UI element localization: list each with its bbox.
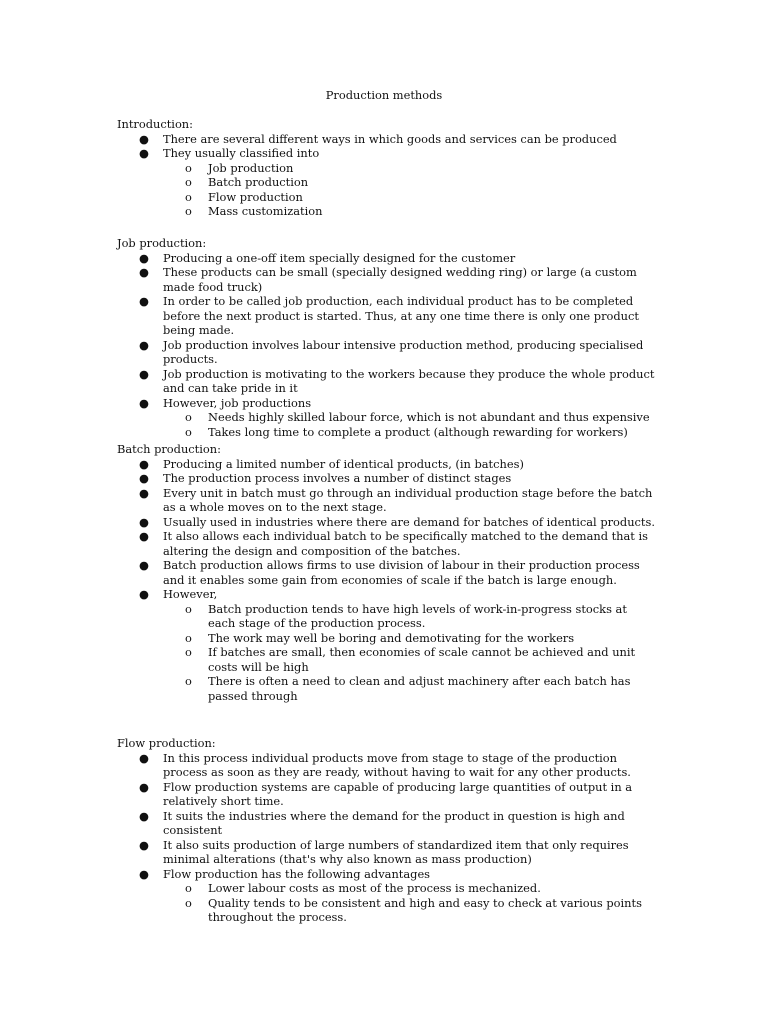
list-item [117,558,657,587]
list-item-text: However, [163,587,218,601]
bullet-list [117,457,657,704]
sub-list-item-text: Job production [208,160,294,175]
sub-list-item [163,410,657,425]
sub-list-item [163,674,657,703]
bullet-icon: ● [139,750,149,765]
sub-bullet-list [163,881,657,925]
sub-bullet-list [163,602,657,704]
bullet-icon: ● [139,837,149,852]
list-item [117,471,657,486]
circle-bullet-icon: o [185,189,192,204]
sub-list-item [163,645,657,674]
list-item-text: It also suits production of large numbers of standardized item that only requires minimal alterations (that's why also known as mass production) [163,837,629,866]
bullet-icon: ● [139,558,149,572]
list-item [117,396,657,440]
bullet-icon: ● [139,514,149,529]
sub-list-item-text: The work may well be boring and demotivating for the workers [208,630,575,645]
bullet-icon: ● [139,146,149,160]
list-item-text: It also allows each individual batch to be specifically matched to the demand that is altering the design and composition of the batches. [163,529,648,558]
section-flow-production [117,736,657,925]
bullet-icon: ● [139,485,149,500]
list-item-text: The production process involves a number of distinct stages [163,471,512,485]
list-item [117,529,657,558]
list-item [117,294,657,338]
circle-bullet-icon: o [185,160,192,175]
list-item-text: In order to be called job production, each individual product has to be completed before the next product is started. Thus, at any one time there is only one product being made. [163,294,639,337]
sub-list-item-text: If batches are small, then economies of scale cannot be achieved and unit costs will be high [208,645,636,674]
sub-list-item-text: Quality tends to be consistent and high and easy to check at various points throughout the process. [208,895,642,924]
list-item-text: Producing a limited number of identical products, (in batches) [163,456,524,471]
circle-bullet-icon: o [185,895,192,910]
bullet-list [117,132,657,219]
bullet-list [117,751,657,925]
sub-list-item-text: Lower labour costs as most of the process is mechanized. [208,881,541,895]
bullet-icon: ● [139,294,149,308]
bullet-icon: ● [139,131,149,146]
list-item [117,338,657,367]
list-item-text: Every unit in batch must go through an individual production stage before the batch as a whole moves on to the next stage. [163,485,653,514]
list-item [117,146,657,219]
section-job-production [117,236,657,439]
circle-bullet-icon: o [185,175,192,189]
list-item-text: Flow production has the following advantages [163,866,431,881]
sub-list-item [163,425,657,440]
list-item [117,486,657,515]
sub-list-item [163,190,657,205]
list-item-text: Job production is motivating to the workers because they produce the whole product and can take pride in it [163,366,655,395]
list-item [117,515,657,530]
document-title: Production methods [325,88,443,102]
bullet-icon: ● [139,250,149,265]
list-item-text: It suits the industries where the demand for the product in question is high and consistent [163,808,625,837]
list-item [117,867,657,925]
circle-bullet-icon: o [185,630,192,645]
section-heading: Flow production: [117,736,216,750]
circle-bullet-icon: o [185,645,192,659]
sub-list-item [163,204,657,219]
list-item-text: Job production involves labour intensive production method, producing specialised products. [163,337,644,366]
sub-list-item-text: Mass customization [208,204,323,218]
list-item [117,367,657,396]
sub-list-item [163,896,657,925]
list-item-text: Batch production allows firms to use division of labour in their production process and it enables some gain from economies of scale if the batch is large enough. [163,558,640,587]
circle-bullet-icon: o [185,601,192,616]
bullet-icon: ● [139,808,149,823]
bullet-icon: ● [139,779,149,794]
list-item [117,587,657,703]
sub-list-item [163,161,657,176]
circle-bullet-icon: o [185,410,192,424]
list-item [117,457,657,472]
bullet-list [117,251,657,440]
list-item-text: Flow production systems are capable of producing large quantities of output in a relatively short time. [163,779,633,808]
section-batch-production [117,442,657,703]
bullet-icon: ● [139,395,149,410]
sub-list-item-text: Needs highly skilled labour force, which is not abundant and thus expensive [208,410,650,424]
sub-list-item-text: There is often a need to clean and adjust machinery after each batch has passed through [208,674,631,703]
circle-bullet-icon: o [185,424,192,439]
list-item-text: These products can be small (specially designed wedding ring) or large (a custom made food truck) [163,265,637,294]
list-item [117,751,657,780]
bullet-icon: ● [139,471,149,485]
bullet-icon: ● [139,587,149,601]
list-item-text: In this process individual products move from stage to stage of the production process as soon as they are ready, without having to wait for any other products. [163,750,631,779]
sub-list-item [163,631,657,646]
sub-list-item [163,175,657,190]
section-heading: Job production: [117,236,207,250]
circle-bullet-icon: o [185,881,192,895]
sub-list-item-text: Flow production [208,189,303,204]
list-item [117,265,657,294]
list-item-text: There are several different ways in which goods and services can be produced [163,131,617,146]
list-item [117,838,657,867]
bullet-icon: ● [139,866,149,881]
sub-bullet-list [163,410,657,439]
sub-list-item [163,602,657,631]
bullet-icon: ● [139,456,149,471]
bullet-icon: ● [139,265,149,279]
sub-list-item-text: Batch production tends to have high levels of work-in-progress stocks at each stage of the production process. [208,601,627,630]
bullet-icon: ● [139,366,149,381]
sub-list-item [163,881,657,896]
section-heading: Introduction: [117,117,193,131]
bullet-icon: ● [139,337,149,352]
sub-list-item-text: Batch production [208,175,309,189]
list-item-text: They usually classified into [163,146,320,160]
list-item [117,132,657,147]
list-item [117,251,657,266]
bullet-icon: ● [139,529,149,543]
list-item [117,780,657,809]
section-introduction [117,117,657,219]
list-item [117,809,657,838]
section-heading: Batch production: [117,442,221,456]
list-item-text: Producing a one-off item specially designed for the customer [163,250,516,265]
sub-list-item-text: Takes long time to complete a product (although rewarding for workers) [208,424,628,439]
list-item-text: Usually used in industries where there are demand for batches of identical products. [163,514,655,529]
circle-bullet-icon: o [185,674,192,688]
sub-bullet-list [163,161,657,219]
circle-bullet-icon: o [185,204,192,218]
list-item-text: However, job productions [163,395,312,410]
